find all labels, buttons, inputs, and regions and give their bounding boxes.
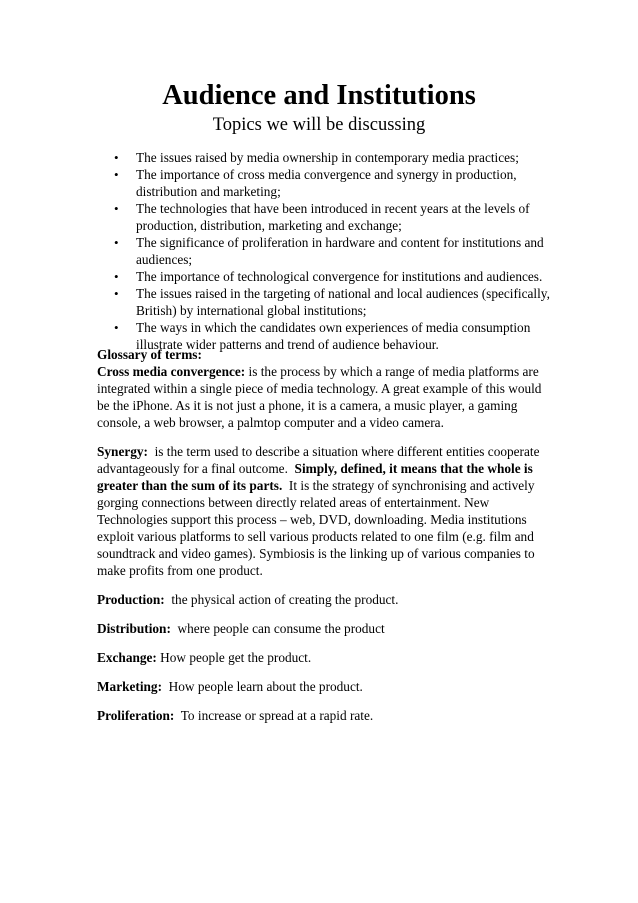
glossary-heading: Glossary of terms: <box>97 347 202 362</box>
term-label: Cross media convergence: <box>97 364 246 379</box>
term-label: Proliferation: <box>97 708 175 723</box>
term-label: Production: <box>97 592 165 607</box>
marketing-definition: Marketing: How people learn about the product. <box>97 679 363 694</box>
proliferation-definition: Proliferation: To increase or spread at a rapid rate. <box>97 708 374 723</box>
synergy-definition: Synergy: is the term used to describe a situation where different entities cooperate advantageously for a final outcome. Simply, defined, it means that the whole is greater than the sum of its parts. It is the strategy of synchronising and actively gorging connections between directly related areas of entertainment. New Technologies support this process – web, DVD, downloading. Media institutions exploit various platforms to sell various products related to one film (e.g. film and soundtrack and video games). Symbiosis is the linking up of various companies to make profits from one product. <box>97 444 540 578</box>
list-item: • The technologies that have been introduced in recent years at the levels of production, distribution, marketing and exchange; <box>108 200 548 234</box>
list-item: • The importance of cross media convergence and synergy in production, distribution and marketing; <box>108 166 548 200</box>
production-definition: Production: the physical action of creating the product. <box>97 592 399 607</box>
term-label: Exchange: <box>97 650 157 665</box>
page-title: Audience and Institutions <box>162 80 476 111</box>
list-item: • The importance of technological convergence for institutions and audiences. <box>108 268 548 285</box>
glossary-section <box>97 346 543 724</box>
list-item: • The issues raised in the targeting of national and local audiences (specifically, British) by international global institutions; <box>108 285 548 319</box>
exchange-definition: Exchange: How people get the product. <box>97 650 312 665</box>
page-subtitle: Topics we will be discussing <box>212 115 426 135</box>
list-item: • The issues raised by media ownership in contemporary media practices; <box>108 149 548 166</box>
topics-list <box>108 149 548 353</box>
distribution-definition: Distribution: where people can consume the product <box>97 621 385 636</box>
term-label: Synergy: <box>97 444 148 459</box>
term-label: Marketing: <box>97 679 162 694</box>
cross-media-definition: Cross media convergence: is the process by which a range of media platforms are integrated within a single piece of media technology. A great example of this would be the iPhone. As it is not just a phone, it is a camera, a music player, a gaming console, a web browser, a palmtop computer and a video camera. <box>97 364 542 430</box>
list-item: • The significance of proliferation in hardware and content for institutions and audiences; <box>108 234 548 268</box>
list-item: • The ways in which the candidates own experiences of media consumption illustrate wider patterns and trend of audience behaviour. <box>108 319 548 353</box>
term-label: Distribution: <box>97 621 171 636</box>
